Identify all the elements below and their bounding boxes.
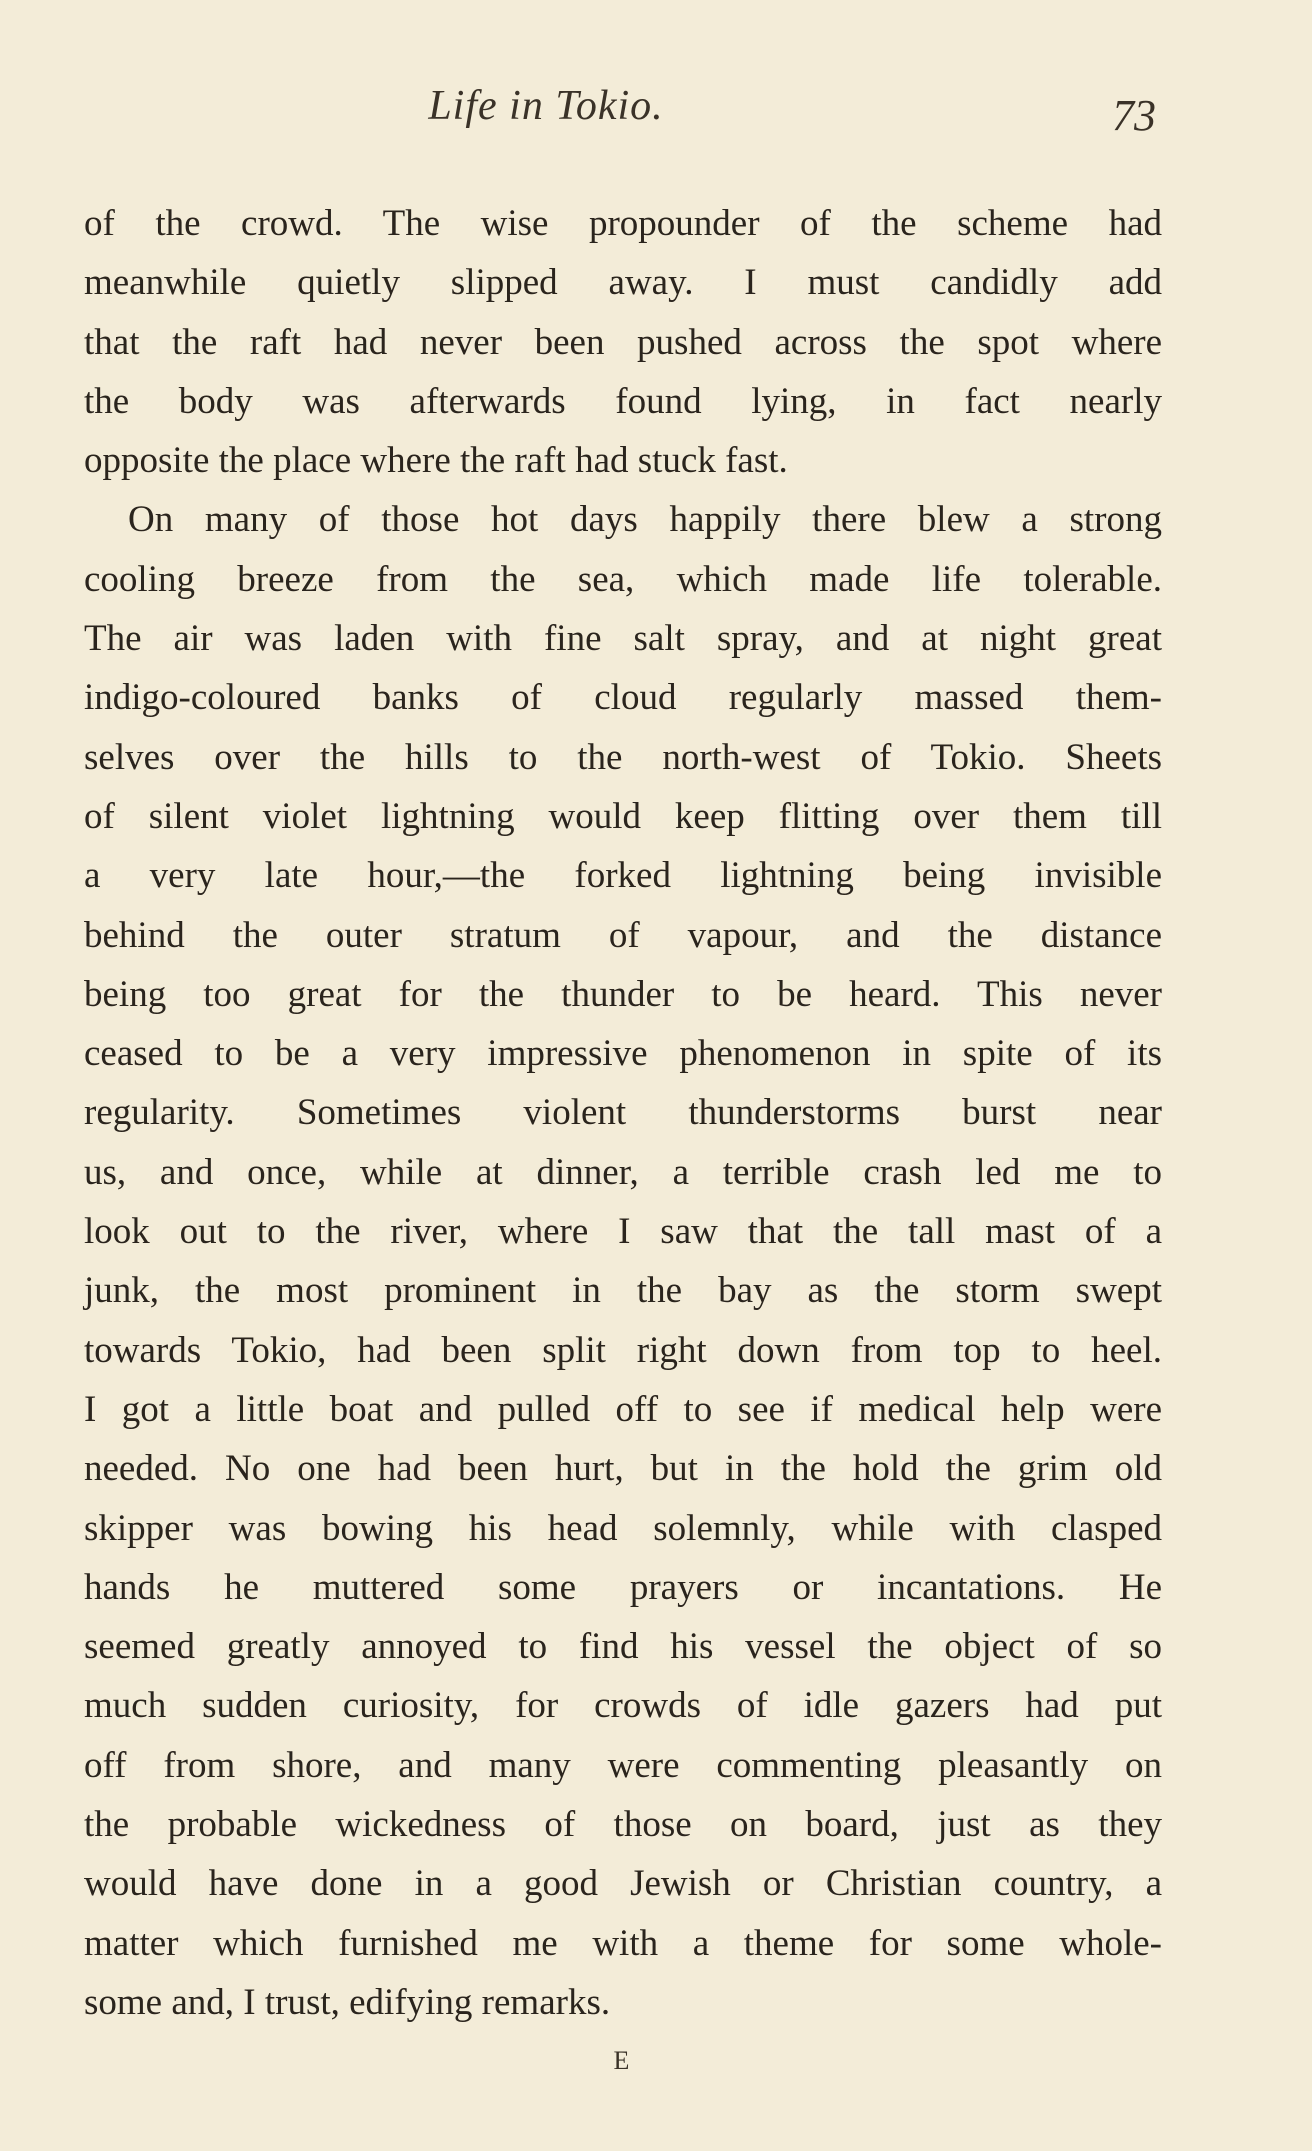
text-line: skipper was bowing his head solemnly, while with clasped xyxy=(84,1507,1162,1549)
page-number: 73 xyxy=(1112,91,1156,140)
text-line: needed. No one had been hurt, but in the hold the grim old xyxy=(84,1448,1162,1490)
text-line: the body was afterwards found lying, in fact nearly xyxy=(84,380,1162,422)
text-line: hands he muttered some prayers or incantations. He xyxy=(84,1566,1162,1608)
text-line: meanwhile quietly slipped away. I must candidly add xyxy=(84,262,1162,304)
text-line: regularity. Sometimes violent thunderstorms burst near xyxy=(84,1092,1162,1134)
running-title: Life in Tokio. xyxy=(428,83,664,129)
text-line: seemed greatly annoyed to find his vessel the object of so xyxy=(84,1626,1162,1668)
body-text xyxy=(84,194,1162,2032)
text-line: some and, I trust, edifying remarks. xyxy=(84,1981,611,2023)
text-line: of the crowd. The wise propounder of the scheme had xyxy=(84,203,1162,244)
text-line: the probable wickedness of those on board, just as they xyxy=(84,1804,1162,1846)
text-line: The air was laden with fine salt spray, and at night great xyxy=(84,618,1162,660)
text-line: towards Tokio, had been split right down from top to heel. xyxy=(84,1329,1162,1371)
text-line: opposite the place where the raft had stuck fast. xyxy=(84,440,788,482)
text-line: On many of those hot days happily there blew a strong xyxy=(128,499,1162,541)
running-head xyxy=(0,82,1312,142)
text-line: selves over the hills to the north-west of Tokio. Sheets xyxy=(84,736,1162,778)
text-line: I got a little boat and pulled off to see if medical help were xyxy=(84,1388,1162,1430)
text-line: of silent violet lightning would keep flitting over them till xyxy=(84,795,1162,837)
text-line: would have done in a good Jewish or Christian country, a xyxy=(84,1863,1162,1905)
text-line: much sudden curiosity, for crowds of idle gazers had put xyxy=(84,1685,1162,1727)
text-line: ceased to be a very impressive phenomenon in spite of its xyxy=(84,1033,1162,1075)
text-line: indigo-coloured banks of cloud regularly massed them- xyxy=(84,677,1162,719)
text-line: look out to the river, where I saw that the tall mast of a xyxy=(84,1211,1162,1253)
text-line: being too great for the thunder to be heard. This never xyxy=(84,973,1162,1015)
text-line: cooling breeze from the sea, which made life tolerable. xyxy=(84,558,1162,600)
text-line: junk, the most prominent in the bay as the storm swept xyxy=(84,1270,1162,1312)
text-line: that the raft had never been pushed across the spot where xyxy=(84,321,1162,363)
text-line: a very late hour,—the forked lightning being invisible xyxy=(84,855,1162,897)
text-line: matter which furnished me with a theme for some whole- xyxy=(84,1922,1162,1964)
text-line: behind the outer stratum of vapour, and the distance xyxy=(84,914,1162,956)
signature-mark: E xyxy=(613,2046,631,2075)
text-line: us, and once, while at dinner, a terrible crash led me to xyxy=(84,1151,1162,1193)
text-line: off from shore, and many were commenting pleasantly on xyxy=(84,1744,1162,1786)
